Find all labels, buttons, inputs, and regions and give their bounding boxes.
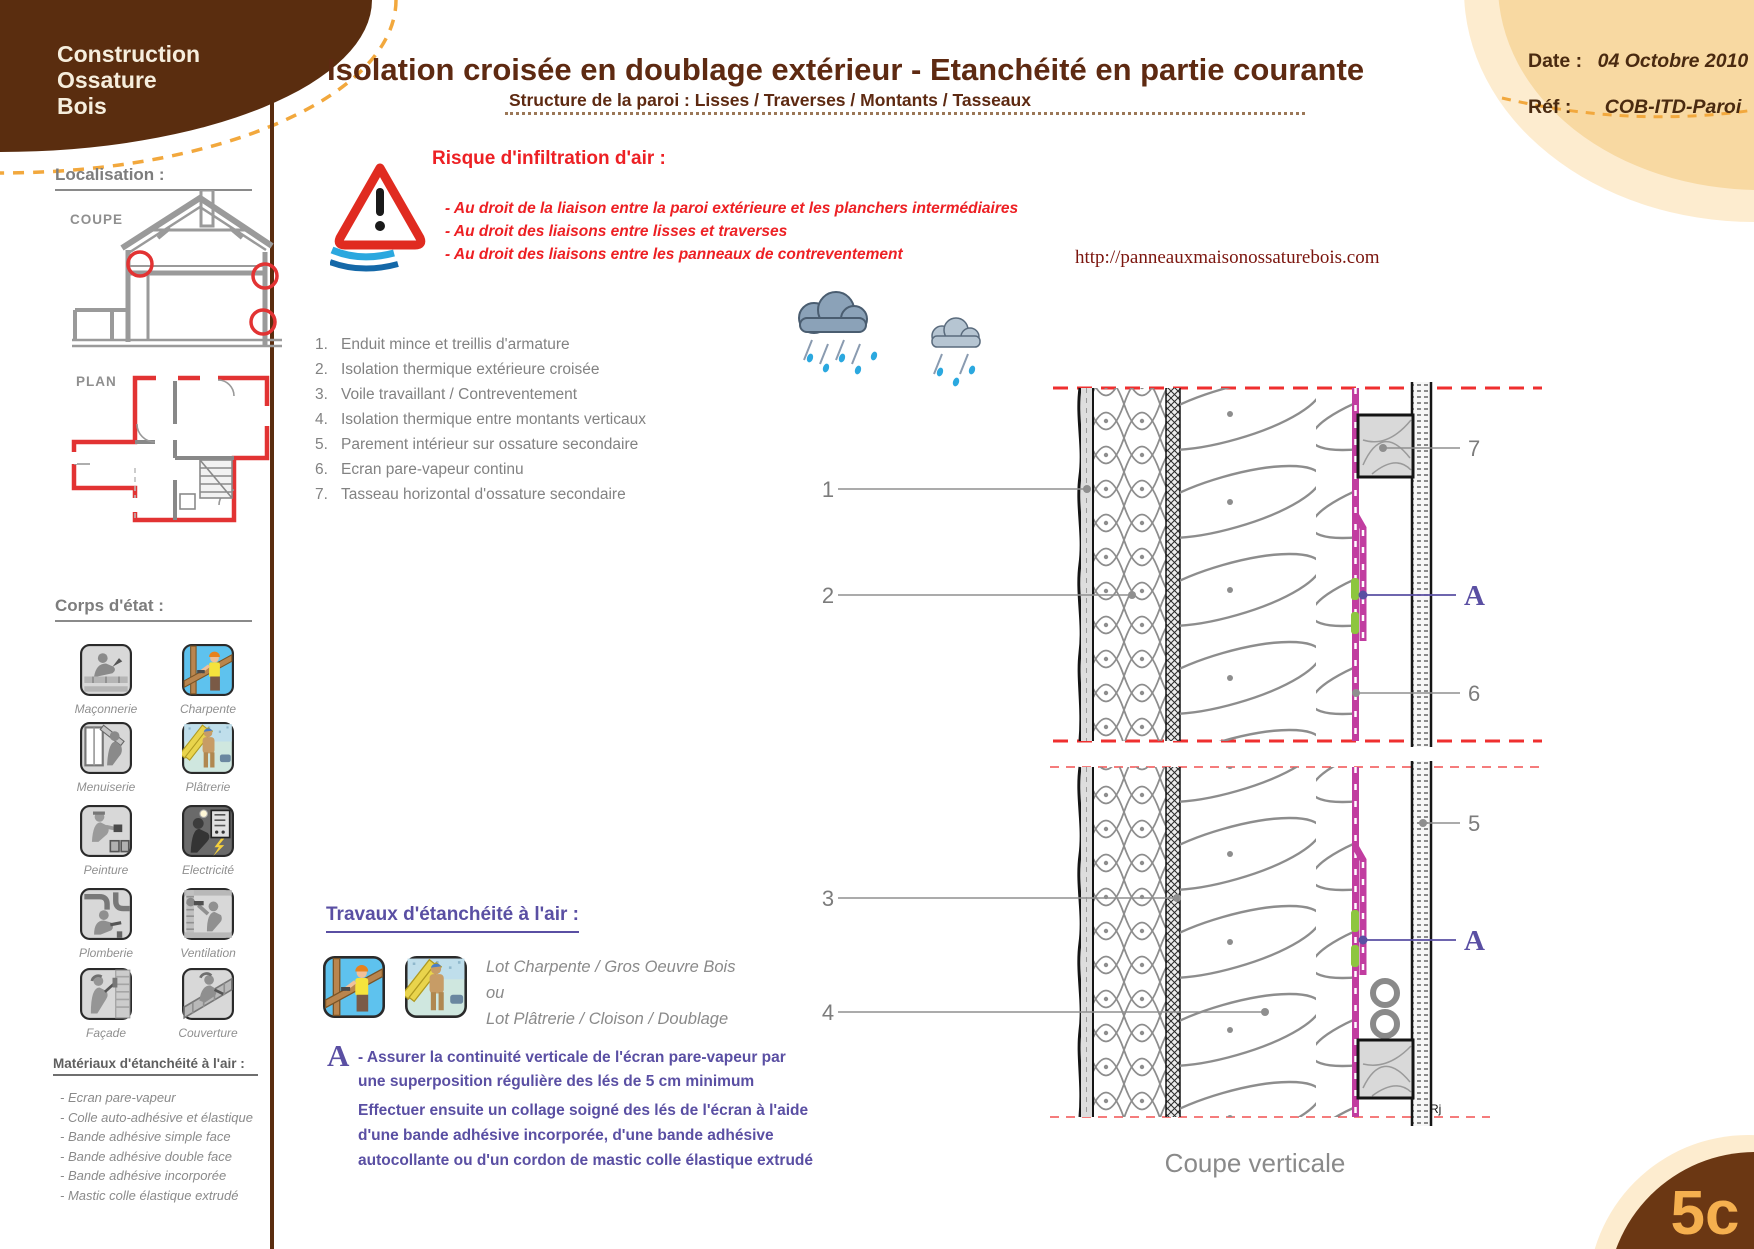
plan-label: PLAN <box>76 374 117 389</box>
legend-num: 1. <box>315 336 328 353</box>
ventilation-icon <box>182 888 234 940</box>
legend-num: 6. <box>315 461 328 478</box>
trade-label-charpente: Charpente <box>179 702 237 716</box>
stud-insulation-layer <box>1180 388 1352 741</box>
trade-label-menuiserie: Menuiserie <box>76 780 136 794</box>
callout-label-a-lower: A <box>1464 925 1485 957</box>
plastering-icon <box>182 722 234 774</box>
legend-num: 3. <box>315 386 328 403</box>
risk-item: - Au droit des liaisons entre lisses et traverses <box>445 223 788 240</box>
wall-section-drawing <box>800 370 1545 1170</box>
risk-heading: Risque d'infiltration d'air : <box>432 148 666 169</box>
legend-text: Isolation thermique extérieure croisée <box>341 361 600 378</box>
trade-label-ventilation: Ventilation <box>180 946 236 960</box>
callout-label-6: 6 <box>1468 681 1481 706</box>
materiau-item: - Bande adhésive simple face <box>60 1129 231 1144</box>
note-a-letter: A <box>327 1038 350 1073</box>
risk-item: - Au droit de la liaison entre la paroi extérieure et les planchers intermédiaires <box>445 200 1019 217</box>
trade-label-plomberie: Plomberie <box>78 946 134 960</box>
conduit-circles <box>1373 981 1397 1036</box>
warning-triangle-icon <box>330 160 430 278</box>
legend-row-5 <box>315 436 638 454</box>
logo-text-line3: Bois <box>57 93 107 119</box>
legend-num: 7. <box>315 486 328 503</box>
air-swoosh-icon <box>332 250 394 257</box>
legend-num: 2. <box>315 361 328 378</box>
lot-line-2: ou <box>486 984 505 1002</box>
trade-label-peinture: Peinture <box>83 863 129 877</box>
trade-label-couverture: Couverture <box>178 1026 238 1040</box>
legend-row-3 <box>315 386 577 404</box>
legend-row-1 <box>315 336 570 354</box>
masonry-icon <box>80 644 132 696</box>
legend-text: Enduit mince et treillis d'armature <box>341 336 570 353</box>
adhesive-band <box>1351 910 1359 932</box>
joinery-icon <box>80 722 132 774</box>
ref-row <box>1528 96 1741 119</box>
date-value: 04 Octobre 2010 <box>1597 50 1749 72</box>
date-label: Date : <box>1528 50 1583 72</box>
roofing-icon <box>182 968 234 1020</box>
lot-line-1: Lot Charpente / Gros Oeuvre Bois <box>486 958 736 976</box>
date-row <box>1528 50 1748 73</box>
risk-spot-circles <box>128 252 277 334</box>
legend-text: Isolation thermique entre montants verticaux <box>341 411 646 428</box>
callout-label-3: 3 <box>821 886 835 911</box>
trade-label-electricite: Electricité <box>181 863 234 877</box>
note-a-paragraph-2: Effectuer ensuite un collage soigné des lés de l'écran à l'aide d'une bande adhésive incorporée, d'une bande adhésive autocollante ou d'un cordon de mastic colle élastique extrudé <box>358 1102 813 1169</box>
note-a-paragraph-1: - Assurer la continuité verticale de l'écran pare-vapeur par une superposition régulière des lés de 5 cm minimum <box>358 1049 786 1090</box>
ref-label: Réf : <box>1528 96 1572 118</box>
callout-label-5: 5 <box>1468 811 1481 836</box>
render-coat-layer <box>1079 388 1081 741</box>
trade-label-facade: Façade <box>85 1026 127 1040</box>
house-plan-diagram <box>60 372 280 530</box>
legend-text: Ecran pare-vapeur continu <box>341 461 524 478</box>
trade-label-platrerie: Plâtrerie <box>185 780 231 794</box>
drawing-caption: Coupe verticale <box>1164 1148 1346 1178</box>
painting-icon <box>80 805 132 857</box>
materiau-item: - Ecran pare-vapeur <box>60 1090 176 1105</box>
legend-text: Tasseau horizontal d'ossature secondaire <box>341 486 626 503</box>
materiau-item: - Mastic colle élastique extrudé <box>60 1188 239 1203</box>
trade-label-maconnerie: Maçonnerie <box>74 702 138 716</box>
ref-value: COB-ITD-Paroi <box>1604 96 1742 118</box>
adhesive-band <box>1351 578 1359 600</box>
coupe-label: COUPE <box>70 212 124 227</box>
callout-label-1: 1 <box>821 477 835 502</box>
materiau-item: - Colle auto-adhésive et élastique <box>60 1110 253 1125</box>
lot-line-3: Lot Plâtrerie / Cloison / Doublage <box>486 1010 729 1028</box>
legend-row-6 <box>315 461 524 479</box>
batten-block-lower <box>1358 1040 1413 1098</box>
house-section-diagram <box>52 190 292 355</box>
logo-text-line1: Construction <box>57 41 201 67</box>
facade-icon <box>80 968 132 1020</box>
carpentry-icon <box>182 644 234 696</box>
callout-label-4: 4 <box>821 1000 835 1025</box>
page-number-badge: 5c <box>1670 1179 1740 1248</box>
legend-row-4 <box>315 411 646 429</box>
stairs <box>200 460 232 498</box>
legend-row-7 <box>315 486 626 504</box>
legend-num: 5. <box>315 436 328 453</box>
materiaux-heading: Matériaux d'étanchéité à l'air : <box>53 1056 258 1076</box>
legend-row-2 <box>315 361 599 379</box>
cross-insulation-layer <box>1094 388 1166 741</box>
localisation-heading: Localisation : <box>55 165 252 191</box>
callout-label-a-upper: A <box>1464 580 1485 612</box>
materiau-item: - Bande adhésive incorporée <box>60 1168 227 1183</box>
callout-label-7: 7 <box>1468 436 1481 461</box>
adhesive-band <box>1351 612 1359 634</box>
materiau-item: - Bande adhésive double face <box>60 1149 233 1164</box>
page-title: Isolation croisée en doublage extérieur - Etanchéité en partie courante <box>327 52 1365 87</box>
callout-label-2: 2 <box>821 583 835 608</box>
bracing-panel-layer <box>1166 388 1180 741</box>
header-dotted-rule <box>505 112 1305 115</box>
logo-text-line2: Ossature <box>57 67 157 93</box>
adhesive-band <box>1351 945 1359 967</box>
plumbing-icon <box>80 888 132 940</box>
corps-detat-heading: Corps d'état : <box>55 596 252 622</box>
legend-text: Voile travaillant / Contreventement <box>341 386 578 403</box>
lot-carpentry-icon <box>323 956 385 1018</box>
page-subtitle: Structure de la paroi : Lisses / Traverses / Montants / Tasseaux <box>509 90 1031 110</box>
website-link[interactable]: http://panneauxmaisonossaturebois.com <box>1075 247 1380 268</box>
legend-text: Parement intérieur sur ossature secondaire <box>341 436 639 453</box>
risk-item: - Au droit des liaisons entre les panneaux de contreventement <box>445 246 903 263</box>
legend-num: 4. <box>315 411 328 428</box>
electricity-icon <box>182 805 234 857</box>
lot-plastering-icon <box>405 956 467 1018</box>
travaux-heading: Travaux d'étanchéité à l'air : <box>326 904 579 933</box>
draftsman-mark: Rj <box>1430 1102 1442 1116</box>
